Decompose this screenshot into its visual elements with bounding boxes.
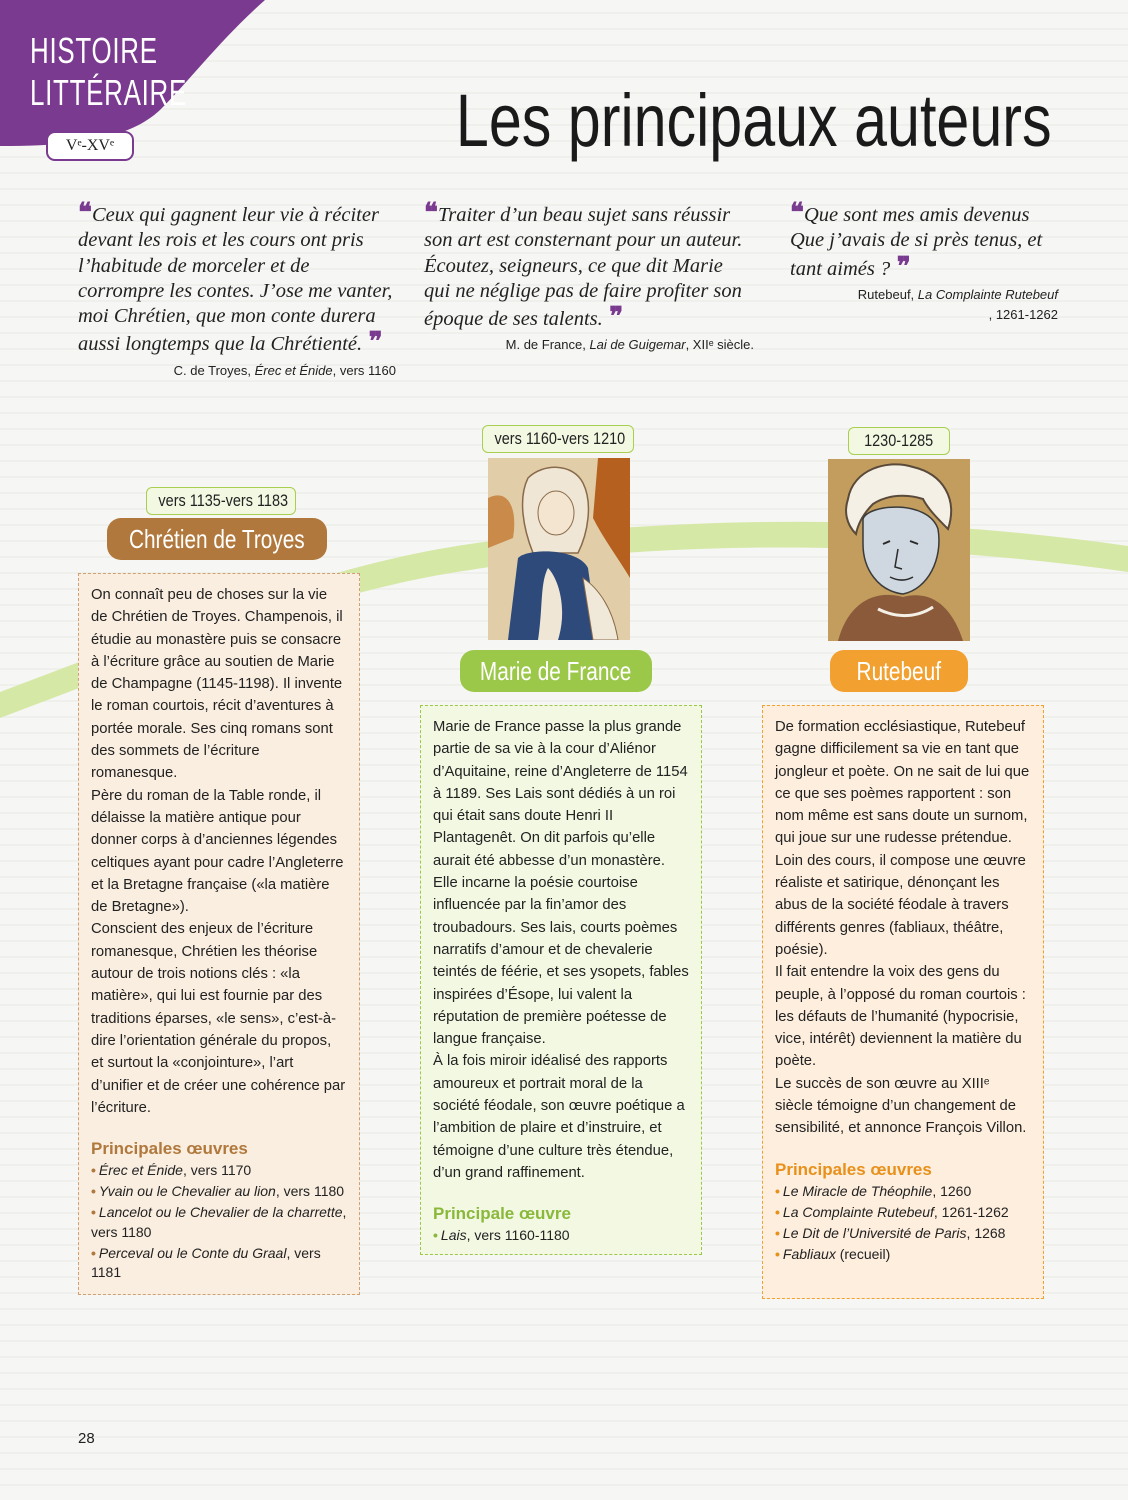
quote-rutebeuf: ❝Que sont mes amis devenus Que j’avais de si près tenus, et tant aimés ? ❞ Rutebeuf, La Complainte Rutebeuf , 1261-1262 — [790, 200, 1058, 325]
bio-paragraph: À la fois miroir idéalisé des rapports amoureux et portrait moral de la société féodale, son œuvre poétique a l’ambition de plaire et d’instruire, et témoigne d’une culture très étendue, d’un grand raffinement. — [433, 1053, 685, 1181]
date-badge-chretien: vers 1135-vers 1183 — [146, 487, 296, 515]
section-title: HISTOIRE LITTÉRAIRE — [30, 30, 187, 113]
quote-chretien: ❝Ceux qui gagnent leur vie à réciter devant les rois et les cours ont pris l’habitude de morceler et de corrompre les contes. J’ose me vanter, moi Chrétien, que mon conte durera aussi longtemps que la Chrétienté. ❞ C. de Troyes, Érec et Énide, vers 1160 — [78, 200, 396, 381]
works-heading: Principales œuvres — [775, 1159, 932, 1179]
quote-marie: ❝Traiter d’un beau sujet sans réussir son art est consternant pour un auteur. Écoutez, seigneurs, ce que dit Marie qui ne néglige pas de faire profiter son époque de ses talents. ❞ M. de France, Lai de Guigemar, XIIᵉ siècle. — [424, 200, 754, 355]
name-badge-rutebeuf: Rutebeuf — [830, 650, 968, 692]
bio-paragraph: Conscient des enjeux de l’écriture romanesque, Chrétien les théorise autour de trois notions clés : «la matière», qui lui est fournie par des traditions éparses, «le sens», c’est-à-dire l’orientation générale du propos, et surtout la «conjointure», l’art d’unifier et de créer une cohérence par l’écriture. — [91, 921, 346, 1116]
works-list — [91, 1161, 347, 1283]
portrait-marie-de-france — [488, 458, 630, 640]
bio-paragraph: Elle incarne la poésie courtoise influencée par la fin’amor des troubadours. Ses lais, courts poèmes narratifs d’amour et de chevalerie teintés de féérie, et ses ysopets, fables inspirées d’Ésope, lui valent la réputation de première poétesse de langue française. — [433, 875, 689, 1048]
name-badge-marie: Marie de France — [460, 650, 652, 692]
close-quote-icon: ❞ — [890, 251, 911, 281]
quote-citation: M. de France, Lai de Guigemar, XIIᵉ siècle. — [505, 337, 754, 353]
works-heading: Principales œuvres — [91, 1139, 248, 1159]
bio-paragraph: Le succès de son œuvre au XIIIᵉ siècle témoigne d’un changement de sensibilité, et annonce François Villon. — [775, 1075, 1027, 1137]
work-item: • Érec et Énide, vers 1170 — [91, 1162, 252, 1179]
work-item: • La Complainte Rutebeuf, 1261-1262 — [775, 1203, 1009, 1220]
bio-box-rutebeuf — [762, 705, 1044, 1299]
works-list — [433, 1226, 689, 1246]
bio-paragraph: Marie de France passe la plus grande partie de sa vie à la cour d’Aliénor d’Aquitaine, reine d’Angleterre de 1154 à 1189. Ses Lais sont dédiés à un roi qui était sans doute Henri II Plantagenêt. On dit parfois qu’elle aurait été abbesse d’un monastère. — [433, 719, 688, 869]
page-number: 28 — [78, 1430, 95, 1447]
bio-paragraph: Il fait entendre la voix des gens du peuple, à l’opposé du roman courtois : les défauts de l’humanité (hypocrisie, vice, intérêt) deviennent la matière du poète. — [775, 964, 1026, 1070]
works-heading: Principale œuvre — [433, 1204, 571, 1224]
date-badge-marie: vers 1160-vers 1210 — [482, 425, 634, 453]
bio-paragraph: Père du roman de la Table ronde, il délaisse la matière antique pour donner corps à d’anciennes légendes celtiques ayant pour cadre l’Angleterre et la Bretagne française («la matière de Bretagne»). — [91, 787, 344, 916]
quote-citation: Rutebeuf, La Complainte Rutebeuf , 1261-1262 — [857, 286, 1058, 322]
portrait-rutebeuf — [828, 459, 970, 641]
work-item: • Lancelot ou le Chevalier de la charrette, vers 1180 — [91, 1204, 347, 1240]
close-quote-icon: ❞ — [602, 302, 624, 332]
quote-citation: C. de Troyes, Érec et Énide, vers 1160 — [173, 362, 396, 378]
close-quote-icon: ❞ — [362, 327, 383, 357]
works-list — [775, 1182, 1031, 1265]
work-item: • Yvain ou le Chevalier au lion, vers 1180 — [91, 1183, 345, 1200]
work-item: • Perceval ou le Conte du Graal, vers 1181 — [91, 1244, 321, 1281]
open-quote-icon: ❝ — [790, 198, 804, 227]
period-badge: Vᵉ-XVᵉ — [46, 131, 134, 161]
bio-box-marie — [420, 705, 702, 1255]
bio-paragraph: On connaît peu de choses sur la vie de Chrétien de Troyes. Champenois, il étudie au monastère puis se consacre à l’écriture grâce au soutien de Marie de Champagne (1145-1198). Il invente le roman courtois, récit d’aventures à portée morale. Ses cinq romans sont des sommets de l’écriture romanesque. — [91, 587, 343, 782]
work-item: • Le Miracle de Théophile, 1260 — [775, 1182, 972, 1199]
page-title: Les principaux auteurs — [456, 79, 1052, 162]
date-badge-rutebeuf: 1230-1285 — [848, 427, 950, 455]
bio-box-chretien — [78, 573, 360, 1295]
open-quote-icon: ❝ — [78, 198, 92, 227]
name-badge-chretien: Chrétien de Troyes — [107, 518, 327, 560]
bio-paragraph: De formation ecclésiastique, Rutebeuf gagne difficilement sa vie en tant que jongleur et poète. On ne sait de lui que ce que ses poèmes rapportent : son nom même est sans doute un surnom, qui joue sur une rudesse prétendue. Loin des cours, il compose une œuvre réaliste et satirique, dénonçant les abus de la société féodale à travers différents genres (fabliaux, théâtre, poésie). — [775, 719, 1030, 958]
work-item: • Fabliaux (recueil) — [775, 1245, 891, 1262]
work-item: • Lais, vers 1160-1180 — [433, 1227, 570, 1244]
open-quote-icon: ❝ — [424, 198, 438, 227]
work-item: • Le Dit de l’Université de Paris, 1268 — [775, 1224, 1006, 1241]
